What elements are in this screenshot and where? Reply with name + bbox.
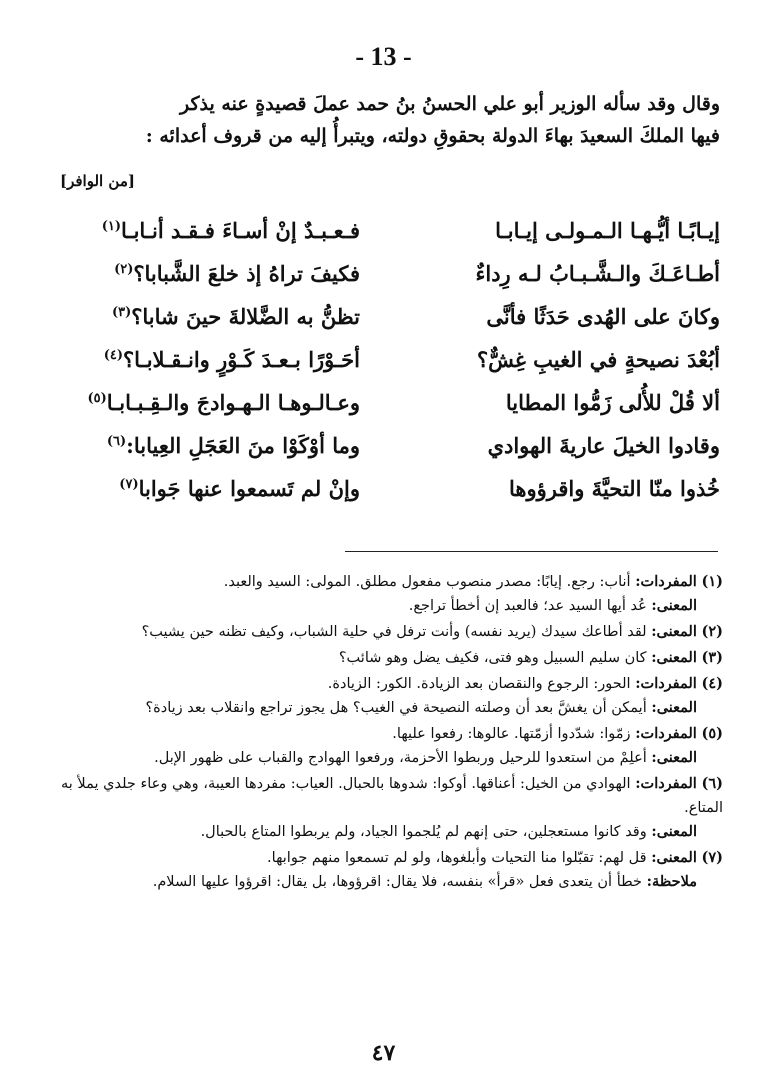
footnote-divider — [345, 551, 718, 552]
footnote-line — [58, 722, 723, 746]
page-header-number: - 13 - — [355, 42, 412, 71]
footnote-text: لقد أطاعك سيدك (يريد نفسه) وأنت ترفل في حلية الشباب، وكيف تظنه حين يشيب؟ — [141, 624, 647, 640]
verse-second-hemistich — [60, 304, 360, 329]
footnote-number: (٤) — [701, 675, 723, 692]
footnote-line — [58, 672, 723, 696]
footnote-term: المفردات: — [635, 573, 697, 590]
footnote-text: كان سليم السبيل وهو فتى، فكيف يضل وهو شائب؟ — [338, 650, 647, 666]
verse-first-hemistich: وكانَ على الهُدى حَدَثًا فأنَّى — [486, 304, 720, 329]
verse — [60, 433, 720, 476]
meter-label: [من الوافر] — [60, 172, 135, 190]
verse-first-hemistich: أطـاعَـكَ والـشَّـبـابُ لـه رِداءٌ — [475, 261, 720, 286]
footnote-term: المعنى: — [651, 749, 697, 766]
verse-second-text: تظنُّ به الضَّلالةَ حينَ شابا؟ — [131, 304, 360, 329]
footnote — [58, 672, 723, 720]
footnote-text: الحور: الرجوع والنقصان بعد الزيادة. الكور: الزيادة. — [327, 676, 631, 692]
verse-second-text: وعـالـوهـا الـهـوادجَ والـقِـبـابـا — [106, 390, 360, 415]
footnote-line — [58, 846, 723, 870]
footnote-text: الهوادي من الخيل: أعناقها. أوكوا: شدوها بالحبال. العياب: مفردها العيبة، وهي وعاء جلدي يملأ به المتاع. — [61, 776, 723, 816]
footnote-line — [58, 870, 723, 894]
footnote-line — [58, 820, 723, 844]
footnote-term: المعنى: — [651, 597, 697, 614]
verse-first-hemistich: أبُعْدَ نصيحةٍ في الغيبِ غِشٌّ؟ — [476, 347, 720, 372]
verse-second-hemistich — [60, 261, 360, 286]
footnote-ref: (١) — [101, 219, 122, 234]
footnote-line — [58, 570, 723, 594]
footnote-line — [58, 772, 723, 820]
verse-second-text: فكيفَ تراهُ إذ خلعَ الشَّبابا؟ — [133, 261, 360, 286]
footnote-text: عُد أيها السيد عد؛ فالعبد إن أخطأ تراجع. — [408, 598, 647, 614]
footnote-text: وقد كانوا مستعجلين، حتى إنهم لم يُلجموا الجياد، ولم يربطوا المتاع بالحبال. — [200, 824, 647, 840]
verse-first-hemistich: وقادوا الخيلَ عاريةَ الهوادي — [487, 433, 720, 458]
footnote — [58, 646, 723, 670]
verse — [60, 261, 720, 304]
footnote-text: أناب: رجع. إيابًا: مصدر منصوب مفعول مطلق. المولى: السيد والعبد. — [223, 574, 631, 590]
verse-second-text: أحَـوْرًا بـعـدَ كَـوْرٍ وانـقـلابـا؟ — [123, 347, 360, 372]
verse — [60, 390, 720, 433]
verse-first-hemistich: ألا قُلْ للأُلى زَمُّوا المطايا — [505, 390, 720, 415]
verse-second-text: وإنْ لم تَسمعوا عنها جَوابا — [138, 476, 360, 501]
verse — [60, 476, 720, 519]
verse-second-hemistich — [60, 347, 360, 372]
footnote-term: المعنى: — [651, 699, 697, 716]
verse — [60, 304, 720, 347]
footnote-text: أعلِمْ من استعدوا للرحيل وربطوا الأحزمة، ورفعوا الهوادج والقباب على ظهور الإبل. — [154, 750, 647, 766]
verse-second-hemistich — [60, 476, 360, 501]
footnote-term: المفردات: — [635, 775, 697, 792]
page-footer-number: ٤٧ — [371, 1040, 396, 1066]
footnote-line — [58, 620, 723, 644]
footnote-text: خطأ أن يتعدى فعل «قرأ» بنفسه، فلا يقال: اقرؤوها، بل يقال: اقرؤوا عليها السلام. — [152, 874, 642, 890]
footnote — [58, 620, 723, 644]
footnote-term: المفردات: — [635, 725, 697, 742]
footnote-term: ملاحظة: — [646, 873, 697, 890]
verse-second-hemistich — [60, 433, 360, 458]
verse-second-text: فـعـبـدٌ إنْ أسـاءَ فـقـد أنـابـا — [121, 218, 360, 243]
footnote-term: المفردات: — [635, 675, 697, 692]
verse-first-hemistich: خُذوا منّا التحيَّةَ واقرؤوها — [509, 476, 720, 501]
verse-second-hemistich — [60, 218, 360, 243]
footnote-text: قل لهم: تقبّلوا منا التحيات وأبلغوها، ولو لم تسمعوا منهم جوابها. — [267, 850, 647, 866]
verse-second-hemistich — [60, 390, 360, 415]
verse — [60, 347, 720, 390]
footnote — [58, 772, 723, 844]
intro-line: وقال وقد سأله الوزير أبو علي الحسنُ بنُ حمد عملَ قصيدةٍ عنه يذكر — [180, 93, 720, 115]
footnote-number: (٦) — [701, 775, 723, 792]
footnote-line — [58, 696, 723, 720]
footnote-term: المعنى: — [651, 823, 697, 840]
footnote-text: زمّوا: شدّدوا أزمّتها. عالوها: رفعوا عليها. — [392, 726, 631, 742]
intro-line: فيها الملكَ السعيدَ بهاءَ الدولة بحقوقِ دولته، ويتبرأُ إليه من قروف أعدائه : — [145, 125, 720, 147]
footnote-text: أيمكن أن يغشَّ بعد أن وصلته النصيحة في الغيب؟ هل يجوز تراجع وانقلاب بعد زيادة؟ — [145, 700, 647, 716]
footnote-number: (٥) — [701, 725, 723, 742]
footnote — [58, 570, 723, 618]
footnotes — [58, 570, 723, 896]
footnote-ref: (٣) — [111, 305, 132, 320]
footnote-ref: (٤) — [103, 348, 123, 363]
footnote-line — [58, 746, 723, 770]
footnote-ref: (٥) — [87, 391, 107, 406]
footnote-number: (١) — [701, 573, 723, 590]
footnote — [58, 722, 723, 770]
footnote-ref: (٧) — [119, 477, 139, 492]
poem — [60, 218, 720, 519]
footnote-term: المعنى: — [651, 649, 697, 666]
intro-paragraph — [60, 88, 720, 152]
footnote-ref: (٢) — [114, 262, 134, 277]
footnote-term: المعنى: — [651, 849, 697, 866]
verse-first-hemistich: إيـابًـا أيُّـهـا الـمـولـى إيـابـا — [495, 218, 720, 243]
footnote-number: (٧) — [701, 849, 723, 866]
footnote-line — [58, 594, 723, 618]
verse-second-text: وما أوْكَوْا منَ العَجَلِ العِيابا: — [126, 433, 360, 458]
verse — [60, 218, 720, 261]
footnote-term: المعنى: — [651, 623, 697, 640]
footnote-number: (٢) — [701, 623, 723, 640]
footnote-line — [58, 646, 723, 670]
footnote-number: (٣) — [701, 649, 723, 666]
footnote — [58, 846, 723, 894]
footnote-ref: (٦) — [106, 434, 127, 449]
